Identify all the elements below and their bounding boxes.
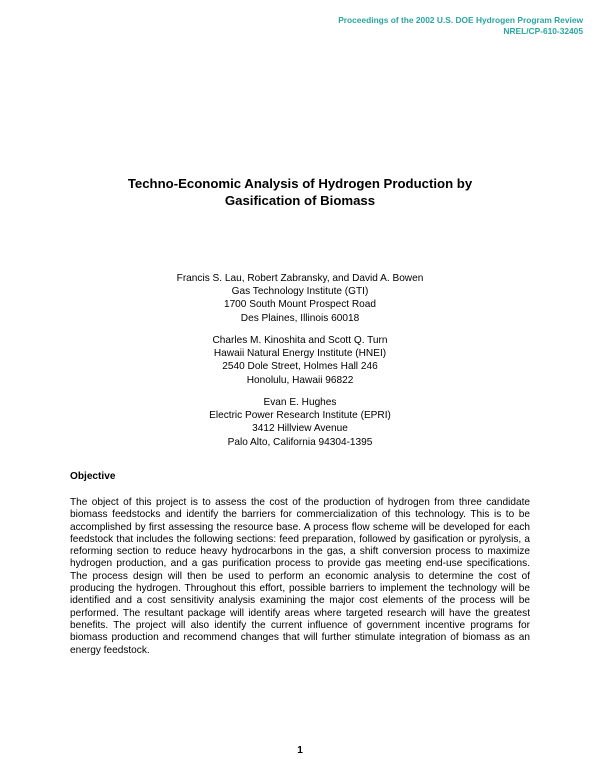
- author-address-city: Palo Alto, California 94304-1395: [227, 436, 373, 448]
- author-names: Charles M. Kinoshita and Scott Q. Turn: [212, 335, 388, 346]
- author-group-epri: [0, 396, 600, 449]
- author-affiliation: Hawaii Natural Energy Institute (HNEI): [213, 348, 387, 360]
- objective-heading: Objective: [70, 471, 116, 482]
- objective-paragraph: The object of this project is to assess the cost of the production of hydrogen from three candidate biomass feedstocks and identify the barriers for commercialization of this technology. This is to be accomplished by first assessing the resource base. A process flow scheme will be developed for each feedstock that includes the following sections: feed preparation, followed by gasification or pyrolysis, a reforming section to reduce heavy hydrocarbons in the gas, a shift conversion process to maximize hydrogen production, and a gas purification process to provide gas meeting end-use specifications. The process design will then be used to perform an economic analysis to determine the cost of producing the hydrogen. Throughout this effort, possible barriers to implement the technology will be identified and a cost sensitivity analysis examining the major cost elements of the process will be performed. The resultant package will identify areas where targeted research will have the greatest benefits. The project will also identify the current influence of government incentive programs for biomass production and recommend changes that will further stimulate integration of biomass as an energy feedstock.: [70, 497, 530, 656]
- proceedings-header: [338, 15, 583, 37]
- author-names: Francis S. Lau, Robert Zabransky, and David A. Bowen: [176, 273, 424, 284]
- paper-title-line-1: Techno-Economic Analysis of Hydrogen Production by: [127, 176, 473, 191]
- paper-title: [0, 175, 600, 209]
- paper-title-line-2: Gasification of Biomass: [224, 193, 376, 208]
- author-group-hnei: [0, 334, 600, 387]
- author-address-city: Des Plaines, Illinois 60018: [240, 312, 360, 324]
- author-affiliation: Gas Technology Institute (GTI): [231, 286, 369, 298]
- author-address-street: 2540 Dole Street, Holmes Hall 246: [222, 361, 378, 373]
- proceedings-title: Proceedings of the 2002 U.S. DOE Hydrogen Program Review: [338, 15, 583, 25]
- report-number: NREL/CP-610-32405: [503, 26, 583, 36]
- author-names: Evan E. Hughes: [263, 397, 337, 408]
- author-address-city: Honolulu, Hawaii 96822: [246, 374, 354, 386]
- page-number: 1: [297, 745, 303, 756]
- author-affiliation: Electric Power Research Institute (EPRI): [209, 410, 391, 422]
- author-address-street: 3412 Hillview Avenue: [252, 423, 348, 435]
- author-address-street: 1700 South Mount Prospect Road: [223, 299, 377, 311]
- author-group-gti: [0, 272, 600, 325]
